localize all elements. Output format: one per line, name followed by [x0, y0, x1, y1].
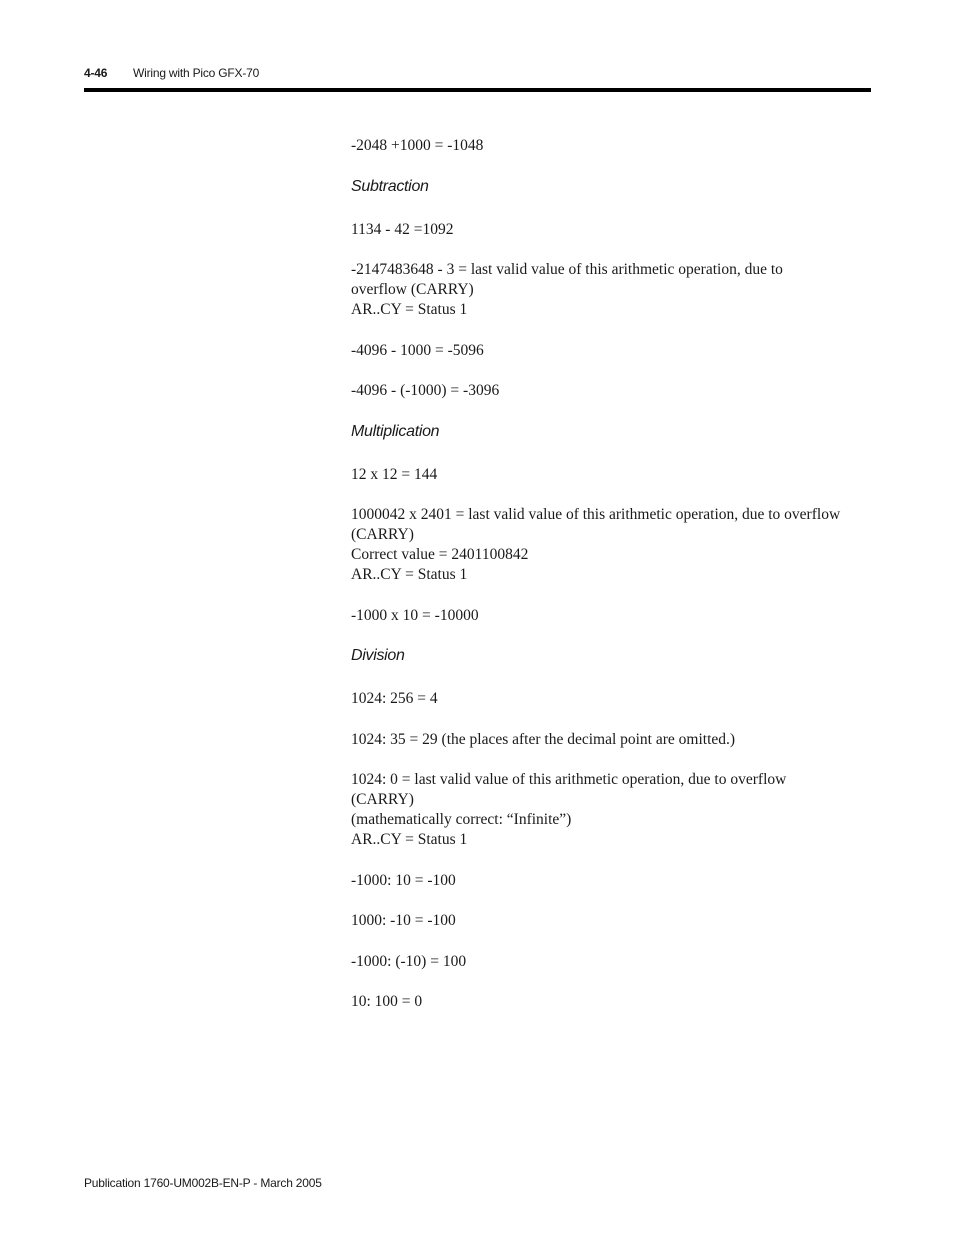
text-line: -1000: 10 = -100 — [351, 871, 456, 889]
equation-paragraph — [351, 730, 871, 750]
equation-paragraph — [351, 689, 871, 709]
equation-paragraph — [351, 992, 871, 1012]
text-line: 1134 - 42 =1092 — [351, 220, 454, 238]
text-line: (CARRY) — [351, 526, 414, 543]
text-line: Correct value = 2401100842 — [351, 546, 529, 563]
publication-footer: Publication 1760-UM002B-EN-P - March 2005 — [84, 1176, 322, 1190]
equation-paragraph — [351, 220, 871, 240]
equation-paragraph — [351, 911, 871, 931]
text-line: AR..CY = Status 1 — [351, 301, 468, 318]
equation-paragraph — [351, 505, 871, 585]
equation-paragraph — [351, 260, 871, 320]
section-heading: Subtraction — [351, 177, 429, 195]
equation-paragraph — [351, 341, 871, 361]
page-header — [84, 66, 260, 80]
chapter-title: Wiring with Pico GFX-70 — [133, 66, 260, 80]
text-line: AR..CY = Status 1 — [351, 831, 468, 848]
text-line: -4096 - 1000 = -5096 — [351, 341, 484, 359]
text-line: 1000: -10 = -100 — [351, 912, 456, 929]
text-line: AR..CY = Status 1 — [351, 566, 468, 583]
text-line: -2048 +1000 = -1048 — [351, 137, 484, 154]
text-line: 10: 100 = 0 — [351, 993, 423, 1010]
equation-paragraph — [351, 871, 871, 891]
text-line: 1000042 x 2401 = last valid value of this arithmetic operation, due to overflow — [351, 506, 841, 523]
section-heading: Multiplication — [351, 422, 440, 440]
main-content — [351, 136, 871, 1033]
text-line: -1000 x 10 = -10000 — [351, 606, 479, 624]
text-line: -1000: (-10) = 100 — [351, 952, 467, 970]
text-line: -4096 - (-1000) = -3096 — [351, 382, 500, 399]
text-line: 12 x 12 = 144 — [351, 465, 438, 483]
text-line: 1024: 256 = 4 — [351, 690, 438, 707]
equation-paragraph — [351, 952, 871, 972]
equation-paragraph — [351, 381, 871, 401]
equation-paragraph — [351, 606, 871, 626]
section-heading: Division — [351, 647, 405, 664]
equation-paragraph — [351, 770, 871, 850]
header-rule — [84, 88, 871, 92]
text-line: (mathematically correct: “Infinite”) — [351, 811, 572, 828]
equation-paragraph — [351, 465, 871, 485]
text-line: (CARRY) — [351, 791, 414, 808]
text-line: 1024: 35 = 29 (the places after the decimal point are omitted.) — [351, 730, 736, 748]
page-number: 4-46 — [84, 66, 108, 80]
text-line: -2147483648 - 3 = last valid value of this arithmetic operation, due to — [351, 261, 783, 278]
text-line: overflow (CARRY) — [351, 281, 474, 298]
equation-paragraph — [351, 136, 871, 156]
text-line: 1024: 0 = last valid value of this arithmetic operation, due to overflow — [351, 771, 787, 788]
